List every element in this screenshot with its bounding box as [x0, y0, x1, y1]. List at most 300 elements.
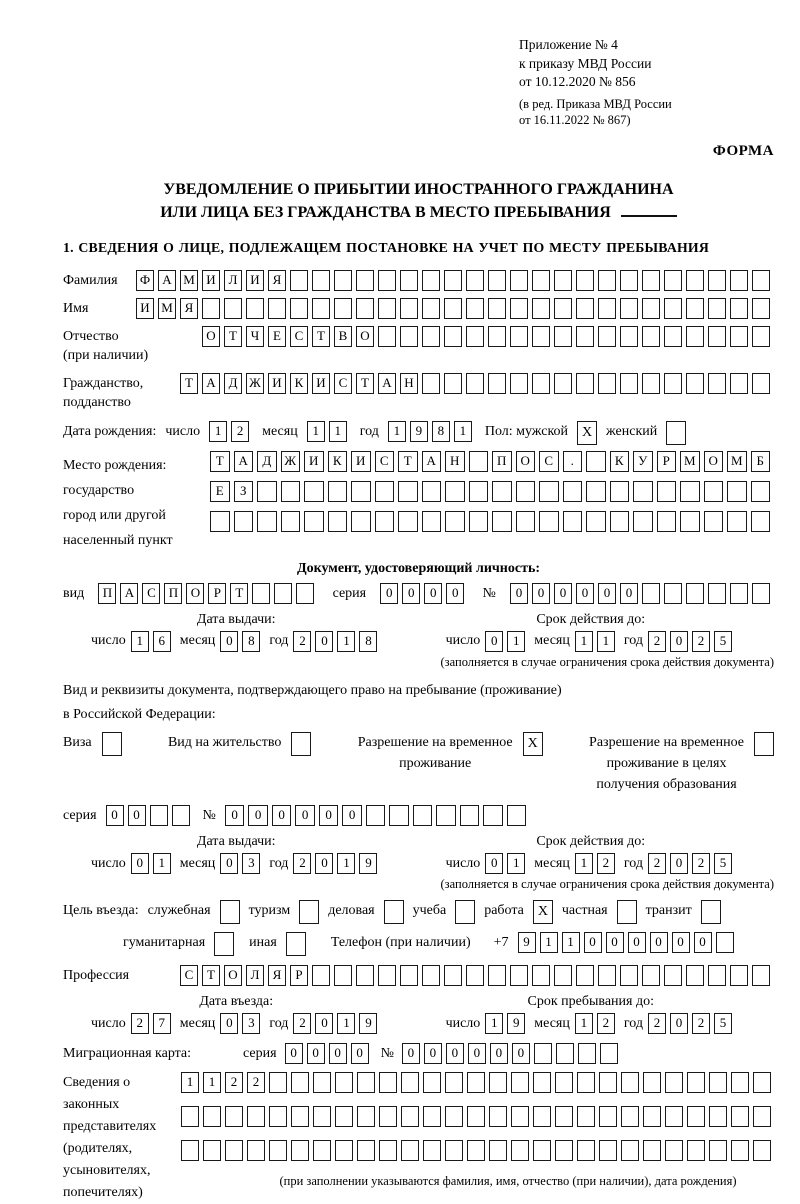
char-box: 0 [468, 1043, 486, 1064]
char-box [599, 1106, 617, 1127]
surname-boxes [136, 270, 774, 291]
char-box [379, 1106, 397, 1127]
char-box [210, 511, 230, 532]
char-box [577, 1140, 595, 1161]
char-box [225, 1106, 243, 1127]
char-box [203, 1140, 221, 1161]
char-box: Л [224, 270, 242, 291]
char-box [328, 511, 348, 532]
char-box: У [633, 451, 653, 472]
surname-label: Фамилия [63, 273, 118, 289]
char-box: 9 [359, 1013, 377, 1034]
char-box: Т [202, 965, 220, 986]
char-box: 2 [597, 1013, 615, 1034]
phone-label: Телефон (при наличии) [330, 935, 471, 951]
char-box: 0 [380, 583, 398, 604]
char-box [708, 326, 726, 347]
char-box: 0 [532, 583, 550, 604]
birth-month-boxes [307, 421, 351, 442]
char-box [492, 511, 512, 532]
char-box [356, 298, 374, 319]
char-box: 2 [692, 631, 710, 652]
opt-humanitarian-checkbox [214, 932, 234, 956]
char-box [664, 583, 682, 604]
opt-tourism-checkbox [299, 900, 319, 924]
char-box: 1 [562, 932, 580, 953]
char-box: Ж [246, 373, 264, 394]
char-box [469, 451, 489, 472]
char-box: 0 [272, 805, 292, 826]
char-box: 2 [692, 1013, 710, 1034]
char-box [686, 298, 704, 319]
char-box: И [246, 270, 264, 291]
char-box [444, 298, 462, 319]
doc-series-boxes [380, 583, 468, 604]
char-box [469, 481, 489, 502]
char-box [413, 805, 433, 826]
char-box [466, 270, 484, 291]
char-box [400, 270, 418, 291]
char-box [466, 326, 484, 347]
char-box [643, 1140, 661, 1161]
char-box: И [202, 270, 220, 291]
char-box [422, 965, 440, 986]
residence-valid-day [485, 853, 529, 874]
temp-permit-edu-label: Разрешение на временное проживание в целях получения образования [589, 735, 744, 793]
opt-transit-checkbox [701, 900, 721, 924]
char-box [511, 1106, 529, 1127]
char-box: О [202, 326, 220, 347]
char-box [269, 1106, 287, 1127]
char-box [610, 481, 630, 502]
citizenship-label: Гражданство, подданство [63, 376, 144, 410]
day-label: число [445, 855, 481, 871]
series-label: серия [332, 585, 367, 601]
char-box [444, 326, 462, 347]
day-label: число [91, 855, 126, 871]
phone-boxes [518, 932, 738, 953]
char-box: 0 [329, 1043, 347, 1064]
char-box [731, 1072, 749, 1093]
char-box: 1 [307, 421, 325, 442]
char-box [225, 1140, 243, 1161]
char-box [466, 373, 484, 394]
visa-checkbox [102, 732, 122, 756]
char-box [516, 481, 536, 502]
char-box [224, 298, 242, 319]
char-box [620, 298, 638, 319]
char-box: 2 [225, 1072, 243, 1093]
char-box [752, 583, 770, 604]
char-box [586, 451, 606, 472]
char-box [716, 932, 734, 953]
char-box: 1 [153, 853, 171, 874]
char-box: А [202, 373, 220, 394]
patronymic-boxes [202, 326, 774, 347]
issue-date-label: Дата выдачи: [196, 834, 276, 850]
char-box [469, 511, 489, 532]
year-label: год [623, 855, 643, 871]
residence-permit-label: Вид на жительство [167, 735, 282, 751]
char-box [483, 805, 503, 826]
char-box [731, 1106, 749, 1127]
char-box [708, 965, 726, 986]
birth-place-rows [210, 451, 774, 532]
char-box [401, 1072, 419, 1093]
char-box: 5 [714, 631, 732, 652]
char-box [727, 481, 747, 502]
char-box: 0 [694, 932, 712, 953]
char-box [444, 270, 462, 291]
char-box [686, 583, 704, 604]
stay-until-label: Срок пребывания до: [527, 994, 654, 1010]
char-box: Ж [281, 451, 301, 472]
char-box: 0 [351, 1043, 369, 1064]
char-box: 2 [231, 421, 249, 442]
char-box [466, 298, 484, 319]
char-box: Н [400, 373, 418, 394]
char-box [422, 511, 442, 532]
char-box [269, 1140, 287, 1161]
entry-year [293, 1013, 381, 1034]
char-box [489, 1072, 507, 1093]
char-box [687, 1140, 705, 1161]
representatives-row2 [181, 1106, 775, 1127]
appendix-header [519, 36, 774, 129]
opt-business-checkbox [384, 900, 404, 924]
char-box: О [186, 583, 204, 604]
doc-valid-year [648, 631, 736, 652]
char-box [257, 481, 277, 502]
char-box: Т [230, 583, 248, 604]
visit-purpose-label: Цель въезда: [63, 903, 139, 919]
char-box [621, 1106, 639, 1127]
char-box: Р [290, 965, 308, 986]
char-box: 1 [131, 631, 149, 652]
opt-other-checkbox [286, 932, 306, 956]
char-box: С [334, 373, 352, 394]
char-box [554, 373, 572, 394]
char-box [351, 511, 371, 532]
migration-number-boxes [402, 1043, 622, 1064]
representatives-row1 [181, 1072, 775, 1093]
migration-card-label: Миграционная карта: [63, 1045, 192, 1061]
day-label: число [165, 423, 201, 439]
char-box [401, 1106, 419, 1127]
char-box: Т [398, 451, 418, 472]
char-box: 2 [597, 853, 615, 874]
stay-year [648, 1013, 736, 1034]
char-box [356, 965, 374, 986]
char-box [467, 1106, 485, 1127]
char-box: С [142, 583, 160, 604]
char-box: С [375, 451, 395, 472]
section1-heading: 1. СВЕДЕНИЯ О ЛИЦЕ, ПОДЛЕЖАЩЕМ ПОСТАНОВКЕ НА УЧЕТ ПО МЕСТУ ПРЕБЫВАНИЯ [63, 240, 710, 256]
residence-doc-dates [63, 834, 774, 874]
char-box [598, 326, 616, 347]
series-label: серия [63, 808, 97, 824]
residence-series-boxes [106, 805, 194, 826]
sex-female-checkbox [666, 421, 686, 445]
issue-date-label: Дата выдачи: [196, 611, 276, 627]
char-box [730, 373, 748, 394]
month-label: месяц [179, 633, 216, 649]
visit-purpose-row [63, 900, 774, 924]
char-box [304, 511, 324, 532]
residence-valid-year [648, 853, 736, 874]
char-box: О [516, 451, 536, 472]
sex-label: Пол: мужской [484, 423, 569, 439]
char-box: 1 [507, 853, 525, 874]
char-box [642, 326, 660, 347]
char-box: И [268, 373, 286, 394]
char-box: 6 [153, 631, 171, 652]
patronymic-label: Отчество (при наличии) [63, 329, 149, 364]
char-box [422, 298, 440, 319]
char-box [554, 298, 572, 319]
char-box: И [136, 298, 154, 319]
char-box [379, 1140, 397, 1161]
number-label: № [202, 808, 216, 824]
birth-date-row [63, 421, 774, 445]
char-box [445, 1072, 463, 1093]
month-label: месяц [534, 855, 570, 871]
char-box [554, 270, 572, 291]
char-box [664, 270, 682, 291]
char-box [445, 1140, 463, 1161]
char-box: Д [224, 373, 242, 394]
char-box [730, 965, 748, 986]
char-box [379, 1072, 397, 1093]
year-label: год [623, 633, 643, 649]
day-label: число [445, 1015, 481, 1031]
day-label: число [91, 633, 126, 649]
char-box [554, 965, 572, 986]
char-box: К [610, 451, 630, 472]
char-box [400, 326, 418, 347]
char-box [423, 1140, 441, 1161]
char-box [467, 1140, 485, 1161]
char-box [642, 965, 660, 986]
char-box: Н [445, 451, 465, 472]
char-box [488, 298, 506, 319]
char-box [599, 1072, 617, 1093]
char-box [356, 270, 374, 291]
birth-place-label: Место рождения: государство город или другой населенный пункт [63, 457, 173, 548]
char-box [510, 373, 528, 394]
identity-doc-heading: Документ, удостоверяющий личность: [296, 560, 541, 576]
char-box [335, 1106, 353, 1127]
char-box [643, 1106, 661, 1127]
char-box [578, 1043, 596, 1064]
phone-prefix: +7 [493, 935, 509, 951]
char-box: 1 [181, 1072, 199, 1093]
char-box [257, 511, 277, 532]
char-box [555, 1072, 573, 1093]
residence-issue-year [293, 853, 381, 874]
char-box [686, 373, 704, 394]
valid-until-label: Срок действия до: [536, 834, 646, 850]
entry-date-label: Дата въезда: [199, 994, 274, 1010]
sex-male-checkbox: X [577, 421, 597, 445]
char-box [281, 481, 301, 502]
char-box [313, 1106, 331, 1127]
doc-number-boxes [510, 583, 774, 604]
char-box: 1 [575, 1013, 593, 1034]
doc-type-boxes [98, 583, 318, 604]
char-box [312, 270, 330, 291]
char-box: Ф [136, 270, 154, 291]
char-box: М [680, 451, 700, 472]
char-box [291, 1072, 309, 1093]
char-box [246, 298, 264, 319]
char-box: 0 [220, 1013, 238, 1034]
char-box: 1 [388, 421, 406, 442]
char-box: 0 [295, 805, 315, 826]
valid-until-label: Срок действия до: [536, 611, 646, 627]
char-box: 0 [510, 583, 528, 604]
char-box [247, 1106, 265, 1127]
sex-female-label: женский [606, 423, 658, 439]
char-box [334, 270, 352, 291]
char-box: 0 [670, 1013, 688, 1034]
char-box: 0 [319, 805, 339, 826]
char-box: 2 [293, 1013, 311, 1034]
opt-other-label: иная [249, 935, 277, 951]
char-box: Б [751, 451, 771, 472]
char-box: 0 [672, 932, 690, 953]
doc-type-label: вид [63, 585, 85, 601]
char-box [510, 326, 528, 347]
opt-humanitarian-label: гуманитарная [123, 935, 206, 951]
opt-study-checkbox [455, 900, 475, 924]
char-box: С [539, 451, 559, 472]
char-box [686, 965, 704, 986]
char-box: 0 [446, 583, 464, 604]
birth-place-row2 [210, 481, 774, 502]
char-box: 0 [220, 631, 238, 652]
opt-private-checkbox [617, 900, 637, 924]
char-box [555, 1140, 573, 1161]
char-box: 0 [628, 932, 646, 953]
char-box: 0 [220, 853, 238, 874]
char-box [554, 326, 572, 347]
char-box [664, 965, 682, 986]
char-box: 0 [576, 583, 594, 604]
char-box [751, 511, 771, 532]
char-box [328, 481, 348, 502]
char-box: 1 [485, 1013, 503, 1034]
char-box: И [312, 373, 330, 394]
char-box [507, 805, 527, 826]
char-box [334, 298, 352, 319]
char-box [620, 270, 638, 291]
char-box [445, 481, 465, 502]
char-box [357, 1140, 375, 1161]
entry-month [220, 1013, 264, 1034]
char-box: 0 [650, 932, 668, 953]
char-box [532, 298, 550, 319]
char-box: Я [268, 965, 286, 986]
month-label: месяц [534, 633, 570, 649]
char-box: 1 [507, 631, 525, 652]
char-box: И [351, 451, 371, 472]
char-box: 5 [714, 1013, 732, 1034]
entry-dates [63, 994, 774, 1034]
char-box: С [180, 965, 198, 986]
char-box [378, 965, 396, 986]
char-box [730, 326, 748, 347]
char-box [576, 326, 594, 347]
char-box [281, 511, 301, 532]
char-box [488, 965, 506, 986]
char-box [730, 270, 748, 291]
char-box [563, 511, 583, 532]
char-box [633, 481, 653, 502]
char-box: П [164, 583, 182, 604]
representatives-note: (при заполнении указываются фамилия, имя, отчество (при наличии), дата рождения) [279, 1174, 737, 1189]
char-box [234, 511, 254, 532]
char-box [665, 1106, 683, 1127]
char-box [378, 298, 396, 319]
char-box: 0 [315, 631, 333, 652]
char-box: 5 [714, 853, 732, 874]
char-box [274, 583, 292, 604]
temp-permit-edu-checkbox [754, 732, 774, 756]
document-title [63, 178, 774, 224]
day-label: число [91, 1015, 126, 1031]
char-box: 1 [337, 853, 355, 874]
char-box [657, 481, 677, 502]
char-box [642, 373, 660, 394]
char-box [708, 298, 726, 319]
char-box [752, 298, 770, 319]
char-box [516, 511, 536, 532]
char-box [467, 1072, 485, 1093]
char-box [709, 1106, 727, 1127]
char-box [291, 1140, 309, 1161]
char-box [680, 511, 700, 532]
char-box: 0 [584, 932, 602, 953]
char-box: 0 [598, 583, 616, 604]
char-box: 3 [242, 1013, 260, 1034]
entry-day [131, 1013, 175, 1034]
opt-work-label: работа [484, 903, 524, 919]
char-box: 7 [153, 1013, 171, 1034]
char-box [642, 583, 660, 604]
migration-card-row [63, 1043, 774, 1064]
char-box [492, 481, 512, 502]
doc-issue-year [293, 631, 381, 652]
char-box [642, 270, 660, 291]
char-box [511, 1140, 529, 1161]
char-box: М [180, 270, 198, 291]
char-box: И [304, 451, 324, 472]
char-box [181, 1106, 199, 1127]
char-box: З [234, 481, 254, 502]
char-box: 9 [507, 1013, 525, 1034]
opt-study-label: учеба [412, 903, 447, 919]
opt-tourism-label: туризм [248, 903, 291, 919]
char-box [296, 583, 314, 604]
representatives-label: Сведения о законных представителях (родителях, усыновителях, попечителях) [63, 1075, 157, 1201]
char-box [633, 511, 653, 532]
char-box [400, 965, 418, 986]
char-box [150, 805, 168, 826]
char-box: 8 [359, 631, 377, 652]
birth-year-boxes [388, 421, 476, 442]
char-box [488, 373, 506, 394]
